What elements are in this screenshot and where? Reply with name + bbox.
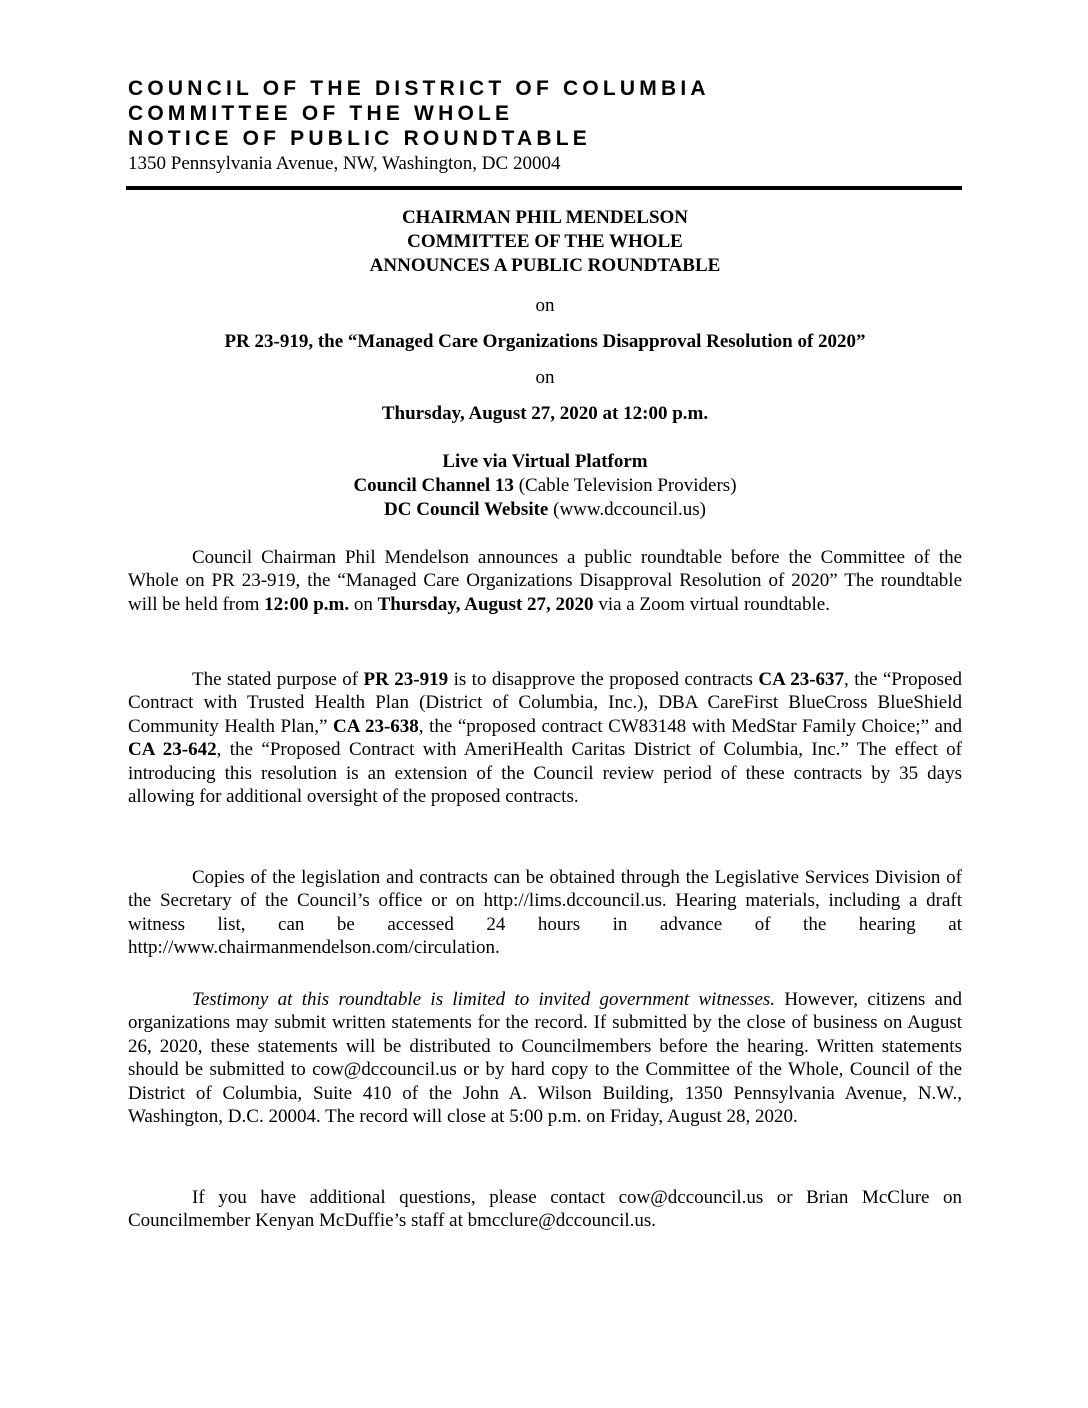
para2-text-2: is to disapprove the proposed contracts — [448, 669, 759, 690]
para2-contract-638: CA 23-638 — [333, 715, 419, 737]
announcement-committee: COMMITTEE OF THE WHOLE — [407, 231, 683, 252]
para2-contract-642: CA 23-642 — [128, 739, 217, 761]
venue-channel-detail: (Cable Television Providers) — [513, 475, 737, 496]
hearing-datetime: Thursday, August 27, 2020 at 12:00 p.m. — [381, 403, 709, 424]
para5-text: If you have additional questions, please contact cow@dccouncil.us or Brian McClure on Councilmember Kenyan McDuffie’s staff at bmcclure@dccouncil.us. — [128, 1187, 962, 1232]
paragraph-purpose — [128, 668, 962, 808]
paragraph-contact — [128, 1186, 962, 1233]
para2-text-4: , the “proposed contract CW83148 with MedStar Family Choice;” and — [418, 715, 962, 737]
announcement-chairman: CHAIRMAN PHIL MENDELSON — [401, 207, 689, 228]
para1-text-2: on — [349, 593, 378, 615]
para2-text-1: The stated purpose of — [192, 669, 364, 690]
para3-text: Copies of the legislation and contracts can be obtained through the Legislative Services Division of the Secretary of the Council’s office or on http://lims.dccouncil.us. Hearing materials, including a draft witness list, can be accessed 24 hours in advance of the hearing at http://www.chairmanmendelson.com/circulation. — [128, 867, 962, 959]
letterhead-address: 1350 Pennsylvania Avenue, NW, Washington, DC 20004 — [128, 153, 561, 174]
on-label-2: on — [535, 367, 555, 388]
venue-block — [128, 450, 962, 522]
para2-measure: PR 23-919 — [363, 669, 449, 690]
announcement-heading — [128, 206, 962, 278]
venue-virtual: Live via Virtual Platform — [442, 451, 648, 472]
para4-testimony-limit: Testimony at this roundtable is limited to invited government witnesses. — [192, 989, 776, 1010]
para1-text-3: via a Zoom virtual roundtable. — [593, 593, 830, 615]
header-rule — [126, 186, 962, 190]
venue-channel — [128, 474, 962, 498]
venue-website-url: (www.dccouncil.us) — [548, 499, 706, 520]
para2-text-3: , the “Proposed Contract with Trusted Health Plan (District of Columbia, Inc.), DBA CareFirst BlueCross BlueShield Community Health Plan,” — [128, 669, 963, 737]
on-label-1: on — [535, 295, 555, 316]
para1-text-1: Council Chairman Phil Mendelson announces a public roundtable before the Committee of the Whole on PR 23-919, the “Managed Care Organizations Disapproval Resolution of 2020” The roundtable will be held from — [128, 547, 962, 615]
venue-website — [128, 498, 962, 522]
venue-channel-name: Council Channel 13 — [353, 475, 514, 496]
para4-text: However, citizens and organizations may submit written statements for the record. If submitted by the close of business on August 26, 2020, these statements will be distributed to Councilmembers before the hearing. Written statements should be submitted to cow@dccouncil.us or by hard copy to the Committee of the Whole, Council of the District of Columbia, Suite 410 of the John A. Wilson Building, 1350 Pennsylvania Avenue, N.W., Washington, D.C. 20004. The record will close at 5:00 p.m. on Friday, August 28, 2020. — [128, 989, 962, 1128]
para2-text-5: , the “Proposed Contract with AmeriHealth Caritas District of Columbia, Inc.” The effect of introducing this resolution is an extension of the Council review period of these contracts by 35 days allowing for additional oversight of the proposed contracts. — [128, 739, 962, 808]
para2-contract-637: CA 23-637 — [758, 669, 845, 690]
venue-website-name: DC Council Website — [384, 499, 549, 520]
letterhead-council: COUNCIL OF THE DISTRICT OF COLUMBIA — [128, 77, 710, 100]
para1-time: 12:00 p.m. — [264, 593, 350, 615]
para1-date: Thursday, August 27, 2020 — [377, 593, 594, 615]
paragraph-testimony — [128, 988, 962, 1128]
paragraph-copies — [128, 866, 962, 960]
letterhead-committee: COMMITTEE OF THE WHOLE — [128, 102, 514, 125]
letterhead — [128, 76, 968, 175]
letterhead-notice: NOTICE OF PUBLIC ROUNDTABLE — [128, 127, 591, 150]
announcement-roundtable: ANNOUNCES A PUBLIC ROUNDTABLE — [369, 255, 721, 276]
measure-title: PR 23-919, the “Managed Care Organizations Disapproval Resolution of 2020” — [224, 331, 866, 352]
paragraph-announcement — [128, 546, 962, 616]
